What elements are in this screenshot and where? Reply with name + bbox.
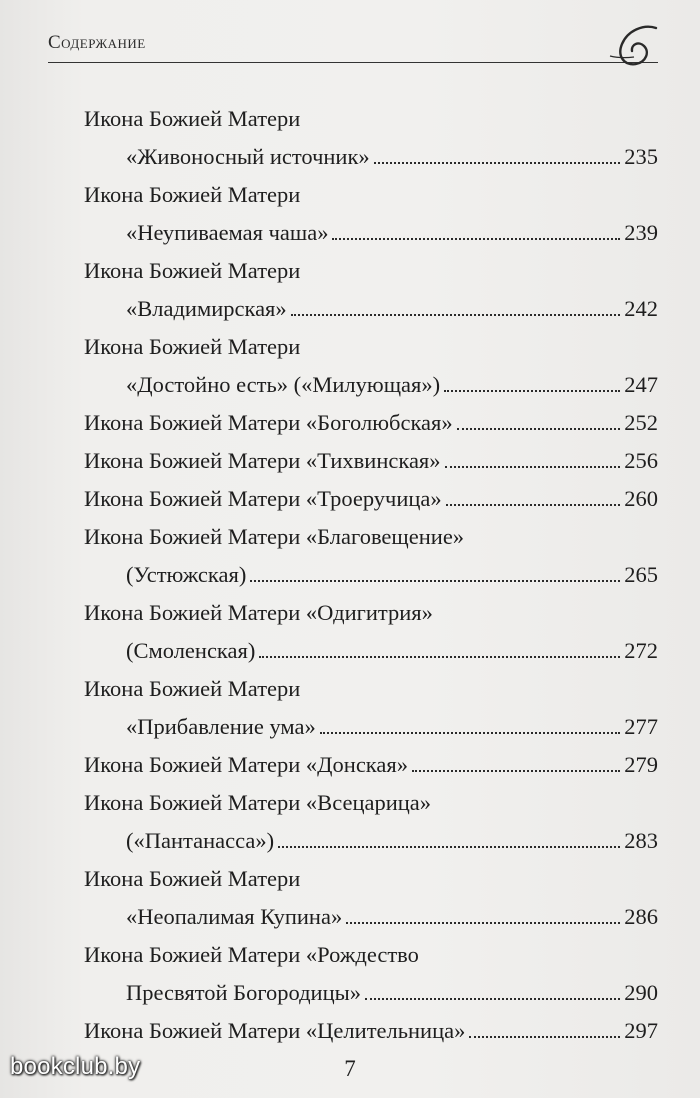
dot-leader [469,1036,620,1038]
toc-entry-title: Икона Божией Матери [84,334,301,359]
toc-entry-line [84,442,658,480]
dot-leader [444,390,620,392]
toc-entry-line [84,784,658,822]
toc-entry-page: 283 [624,828,658,853]
toc-entry-title: Икона Божией Матери [84,106,301,131]
toc-entry-title: Икона Божией Матери [84,676,301,701]
toc-entry-line [84,366,658,404]
toc-entry-page: 247 [624,372,658,397]
toc-entry [84,518,658,594]
page-number: 7 [344,1056,356,1081]
toc-entry [84,480,658,518]
toc-entry-line [84,290,658,328]
toc-entry-line [84,1012,658,1050]
toc-entry-title: (Смоленская) [126,638,256,663]
running-header [48,26,658,76]
toc-entry-line [84,974,658,1012]
toc-entry [84,252,658,328]
header-rule [48,62,658,63]
toc-entry-title: Икона Божией Матери «Троеручица» [84,486,442,511]
toc-entry-line [84,480,658,518]
dot-leader [457,428,621,430]
toc-entry-page: 290 [624,980,658,1005]
toc-entry-line [84,404,658,442]
toc-entry [84,784,658,860]
toc-entry-page: 260 [624,486,658,511]
toc-entry-title: Икона Божией Матери [84,866,301,891]
toc-entry-title: Пресвятой Богородицы» [126,980,361,1005]
toc-entry [84,1012,658,1050]
toc-entry-line [84,632,658,670]
toc-entry-title: «Неупиваемая чаша» [126,220,329,245]
toc-entry-title: Икона Божией Матери [84,182,301,207]
toc-entry [84,404,658,442]
toc-entry-title: Икона Божией Матери «Одигитрия» [84,600,433,625]
toc-entry-title: Икона Божией Матери «Тихвинская» [84,448,441,473]
swirl-ornament-icon [604,20,664,72]
toc-entry-line [84,214,658,252]
toc-entry-line [84,252,658,290]
toc-entry-line [84,518,658,556]
table-of-contents [84,100,658,1050]
toc-entry-title: «Прибавление ума» [126,714,316,739]
toc-entry-page: 256 [624,448,658,473]
toc-entry-page: 252 [624,410,658,435]
toc-entry-title: Икона Божией Матери [84,258,301,283]
toc-entry-line [84,822,658,860]
dot-leader [445,466,621,468]
watermark: bookclub.by [10,1053,141,1080]
toc-entry-line [84,936,658,974]
toc-entry-page: 265 [624,562,658,587]
dot-leader [346,922,620,924]
toc-entry [84,860,658,936]
toc-entry-title: Икона Божией Матери «Всецарица» [84,790,432,815]
dot-leader [291,314,621,316]
dot-leader [320,732,621,734]
toc-entry-title: «Достойно есть» («Милующая») [126,372,441,397]
toc-entry-line [84,708,658,746]
toc-entry [84,328,658,404]
toc-entry-line [84,746,658,784]
toc-entry-line [84,138,658,176]
toc-entry-title: (Устюжская) [126,562,247,587]
toc-entry-page: 235 [624,144,658,169]
toc-entry-page: 239 [624,220,658,245]
toc-entry [84,746,658,784]
section-title: Содержание [48,32,146,53]
toc-entry [84,176,658,252]
toc-entry-page: 242 [624,296,658,321]
toc-entry-title: Икона Божией Матери «Рождество [84,942,419,967]
toc-entry [84,594,658,670]
dot-leader [332,238,620,240]
toc-entry [84,670,658,746]
toc-entry-page: 272 [624,638,658,663]
toc-entry [84,936,658,1012]
dot-leader [278,846,620,848]
dot-leader [259,656,620,658]
toc-entry-title: «Живоносный источник» [126,144,370,169]
toc-entry-title: Икона Божией Матери «Благовещение» [84,524,465,549]
toc-entry-title: («Пантанасса») [126,828,275,853]
toc-entry-title: Икона Божией Матери «Донская» [84,752,408,777]
toc-entry-page: 297 [624,1018,658,1043]
toc-entry-line [84,594,658,632]
toc-entry-title: «Неопалимая Купина» [126,904,343,929]
toc-entry [84,100,658,176]
toc-entry-line [84,670,658,708]
dot-leader [365,998,620,1000]
dot-leader [250,580,620,582]
toc-entry-line [84,556,658,594]
dot-leader [374,162,621,164]
dot-leader [412,770,620,772]
toc-entry-title: «Владимирская» [126,296,287,321]
toc-entry-line [84,176,658,214]
toc-entry [84,442,658,480]
toc-entry-title: Икона Божией Матери «Целительница» [84,1018,466,1043]
toc-entry-line [84,898,658,936]
toc-entry-page: 277 [624,714,658,739]
toc-entry-line [84,100,658,138]
toc-entry-page: 286 [624,904,658,929]
toc-entry-title: Икона Божией Матери «Боголюбская» [84,410,453,435]
toc-entry-page: 279 [624,752,658,777]
toc-entry-line [84,860,658,898]
toc-entry-line [84,328,658,366]
dot-leader [446,504,621,506]
